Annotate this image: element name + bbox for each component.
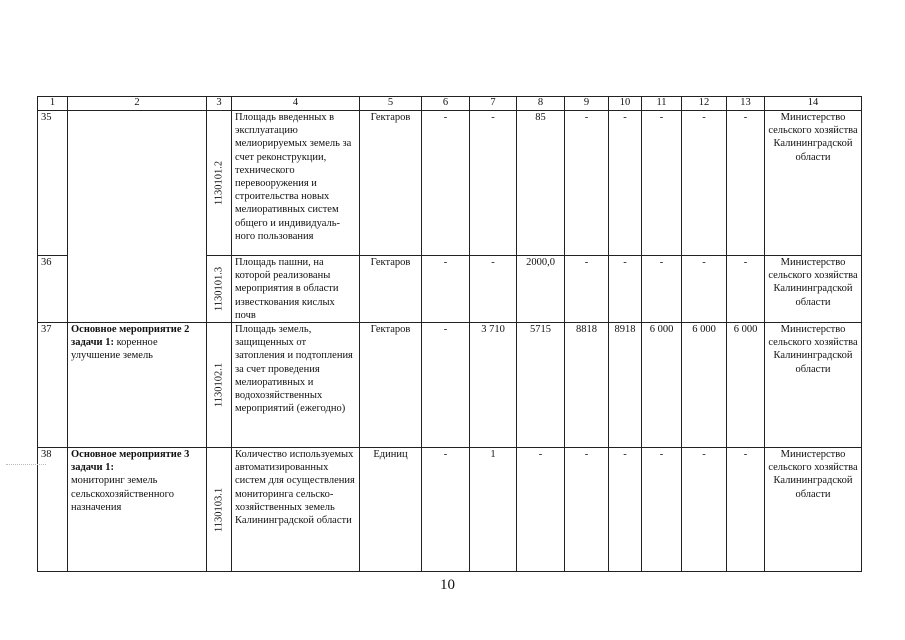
- value-cell: -: [609, 448, 642, 572]
- unit: Гектаров: [360, 256, 422, 323]
- value-cell: -: [682, 256, 727, 323]
- header-cell: 12: [682, 97, 727, 111]
- header-cell: 11: [642, 97, 682, 111]
- value-cell: -: [642, 111, 682, 256]
- value-cell: 8918: [609, 323, 642, 448]
- row-number: 36: [38, 256, 68, 323]
- value-cell: 8818: [565, 323, 609, 448]
- indicator-name: Площадь земель, защищенных от затопления и подтопления за счет проведения мелиоративных и водохозяйственных мероприятий (ежегодно): [232, 323, 360, 448]
- indicator-code: 1130102.1: [207, 323, 232, 448]
- table-row: [38, 111, 862, 256]
- event-cell: [68, 448, 207, 572]
- program-indicators-table: [37, 96, 862, 572]
- value-cell: -: [422, 256, 470, 323]
- header-cell: 6: [422, 97, 470, 111]
- value-cell: -: [470, 256, 517, 323]
- value-cell: -: [682, 111, 727, 256]
- indicator-name: Площадь введенных в эксплуатацию мелиорируемых земель за счет реконструкции, технического перевооружения и строительства новых мелиоративных систем общего и индивидуаль-ного пользования: [232, 111, 360, 256]
- unit: Гектаров: [360, 111, 422, 256]
- value-cell: -: [727, 448, 765, 572]
- value-cell: -: [517, 448, 565, 572]
- value-cell: -: [609, 256, 642, 323]
- event-description: коренное улучшение земель: [71, 337, 158, 362]
- header-cell: 4: [232, 97, 360, 111]
- value-cell: -: [422, 111, 470, 256]
- margin-mark: [6, 464, 46, 465]
- header-cell: 3: [207, 97, 232, 111]
- page-number: 10: [440, 577, 455, 593]
- event-title: Основное мероприятие 3 задачи 1:: [71, 449, 190, 474]
- value-cell: -: [422, 323, 470, 448]
- header-cell: 5: [360, 97, 422, 111]
- responsible-executor: Министерство сельского хозяйства Калининградской области: [765, 448, 862, 572]
- header-cell: 2: [68, 97, 207, 111]
- value-cell: -: [422, 448, 470, 572]
- value-cell: 6 000: [642, 323, 682, 448]
- responsible-executor: Министерство сельского хозяйства Калининградской области: [765, 111, 862, 256]
- value-cell: -: [682, 448, 727, 572]
- unit: Гектаров: [360, 323, 422, 448]
- responsible-executor: Министерство сельского хозяйства Калининградской области: [765, 256, 862, 323]
- value-cell: 6 000: [727, 323, 765, 448]
- value-cell: -: [727, 256, 765, 323]
- header-cell: 8: [517, 97, 565, 111]
- table-row: [38, 323, 862, 448]
- value-cell: -: [642, 448, 682, 572]
- row-number: 37: [38, 323, 68, 448]
- event-title: Основное мероприятие 2 задачи 1:: [71, 324, 190, 349]
- header-cell: 1: [38, 97, 68, 111]
- header-cell: 9: [565, 97, 609, 111]
- value-cell: 3 710: [470, 323, 517, 448]
- event-cell: [68, 111, 207, 323]
- unit: Единиц: [360, 448, 422, 572]
- value-cell: -: [565, 448, 609, 572]
- value-cell: -: [609, 111, 642, 256]
- event-cell: [68, 323, 207, 448]
- header-cell: 14: [765, 97, 862, 111]
- value-cell: -: [727, 111, 765, 256]
- event-description: мониторинг земель сельскохозяйственного назначения: [71, 475, 174, 513]
- value-cell: 6 000: [682, 323, 727, 448]
- indicator-code: 1130103.1: [207, 448, 232, 572]
- indicator-code: 1130101.3: [207, 256, 232, 323]
- header-row: [38, 97, 862, 111]
- indicator-code: 1130101.2: [207, 111, 232, 256]
- value-cell: -: [565, 111, 609, 256]
- table-row: [38, 448, 862, 572]
- value-cell: -: [470, 111, 517, 256]
- indicator-name: Количество используемых автоматизированных систем для осуществления мониторинга сельско-хозяйственных земель Калининградской области: [232, 448, 360, 572]
- value-cell: 2000,0: [517, 256, 565, 323]
- indicator-name: Площадь пашни, на которой реализованы мероприятия в области известкования кислых почв: [232, 256, 360, 323]
- value-cell: -: [565, 256, 609, 323]
- header-cell: 13: [727, 97, 765, 111]
- responsible-executor: Министерство сельского хозяйства Калининградской области: [765, 323, 862, 448]
- value-cell: -: [642, 256, 682, 323]
- row-number: 35: [38, 111, 68, 256]
- value-cell: 1: [470, 448, 517, 572]
- value-cell: 5715: [517, 323, 565, 448]
- row-number: 38: [38, 448, 68, 572]
- value-cell: 85: [517, 111, 565, 256]
- header-cell: 7: [470, 97, 517, 111]
- header-cell: 10: [609, 97, 642, 111]
